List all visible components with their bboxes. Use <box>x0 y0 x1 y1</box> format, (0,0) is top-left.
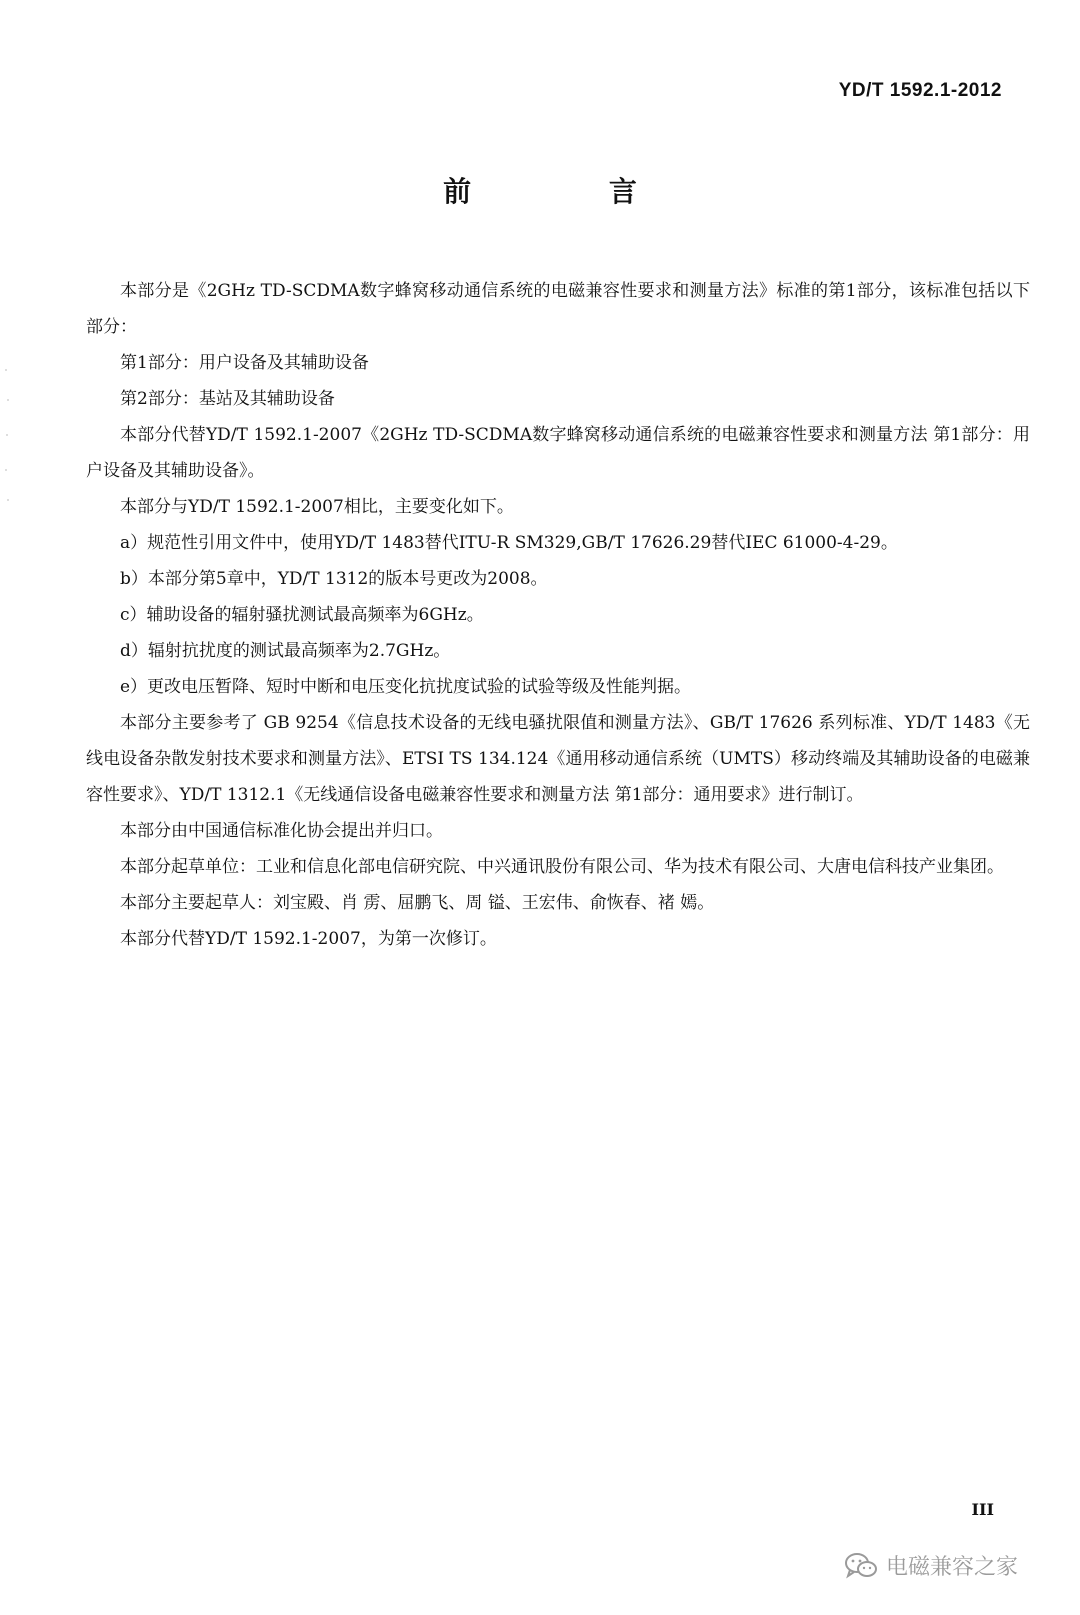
page-number: III <box>971 1500 994 1519</box>
paragraph: 本部分主要参考了 GB 9254《信息技术设备的无线电骚扰限值和测量方法》、GB/T 17626 系列标准、YD/T 1483《无线电设备杂散发射技术要求和测量方法》、ETSI TS 134.124《通用移动通信系统（UMTS）移动终端及其辅助设备的电磁兼容性要求》、YD/T 1312.1《无线通信设备电磁兼容性要求和测量方法 第1部分：通用要求》进行制订。 <box>86 713 1030 805</box>
page-title: 前 言 <box>443 175 701 208</box>
list-item: b）本部分第5章中，YD/T 1312的版本号更改为2008。 <box>120 569 548 589</box>
watermark <box>844 1550 1018 1581</box>
paragraph: 本部分是《2GHz TD-SCDMA数字蜂窝移动通信系统的电磁兼容性要求和测量方法》标准的第1部分，该标准包括以下部分： <box>86 281 1030 337</box>
standard-code: YD/T 1592.1-2012 <box>838 80 1002 101</box>
wechat-icon <box>844 1552 878 1580</box>
paragraph: 第1部分：用户设备及其辅助设备 <box>120 353 369 373</box>
foreword-body <box>86 273 1030 957</box>
watermark-text: 电磁兼容之家 <box>885 1555 1018 1580</box>
paragraph: 本部分由中国通信标准化协会提出并归口。 <box>120 821 443 841</box>
list-item: c）辅助设备的辐射骚扰测试最高频率为6GHz。 <box>120 605 484 625</box>
paragraph: 本部分代替YD/T 1592.1-2007，为第一次修订。 <box>120 929 497 949</box>
paragraph: 本部分主要起草人：刘宝殿、肖 雳、屈鹏飞、周 镒、王宏伟、俞恢春、褚 嫣。 <box>120 893 715 913</box>
list-item: d）辐射抗扰度的测试最高频率为2.7GHz。 <box>120 641 451 661</box>
paragraph: 第2部分：基站及其辅助设备 <box>120 389 335 409</box>
scan-artifact <box>4 360 10 520</box>
paragraph: 本部分起草单位：工业和信息化部电信研究院、中兴通讯股份有限公司、华为技术有限公司、大唐电信科技产业集团。 <box>120 857 1004 877</box>
list-item: a）规范性引用文件中，使用YD/T 1483替代ITU-R SM329,GB/T 17626.29替代IEC 61000-4-29。 <box>120 533 898 553</box>
paragraph: 本部分与YD/T 1592.1-2007相比，主要变化如下。 <box>120 497 514 517</box>
list-item: e）更改电压暂降、短时中断和电压变化抗扰度试验的试验等级及性能判据。 <box>120 677 692 697</box>
paragraph: 本部分代替YD/T 1592.1-2007《2GHz TD-SCDMA数字蜂窝移动通信系统的电磁兼容性要求和测量方法 第1部分：用户设备及其辅助设备》。 <box>86 425 1030 481</box>
